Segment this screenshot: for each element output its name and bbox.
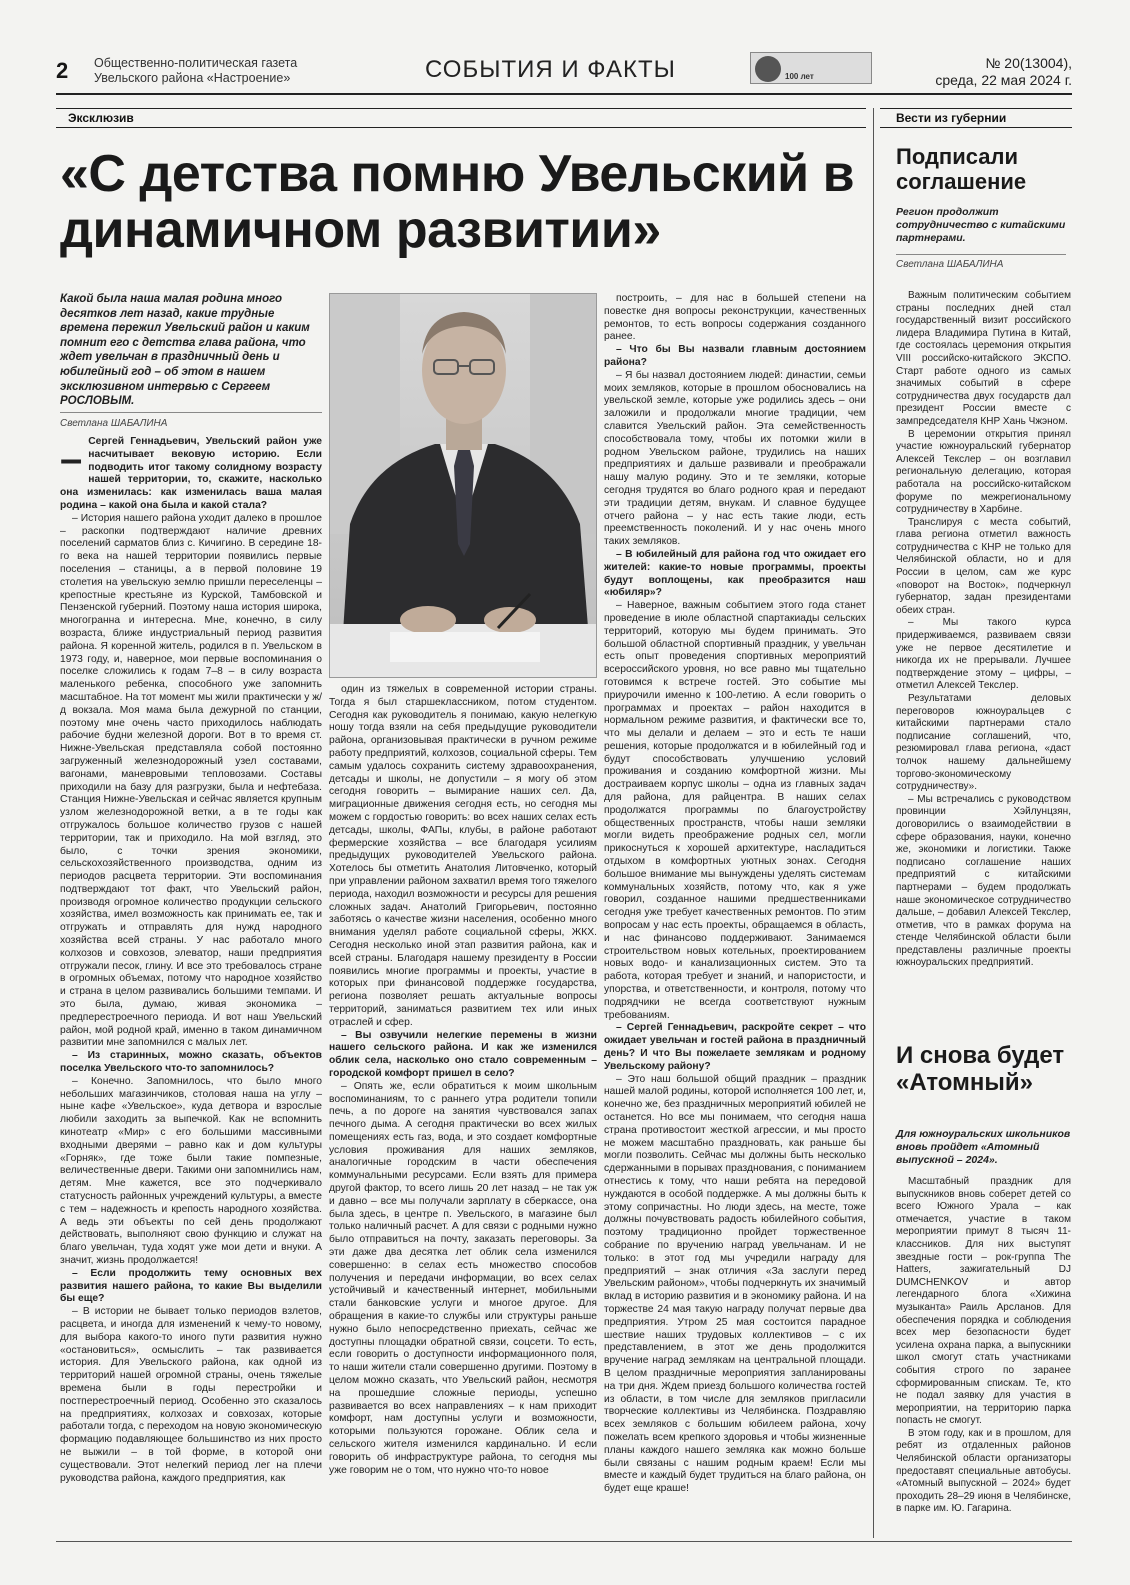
interview-question: – В юбилейный для района год что ожидает его жителей: какие-то новые программы, проекты будут воплощены, как преобразится наш «юбиляр»? <box>604 548 866 599</box>
interview-answer: – Конечно. Запомнилось, что было много небольших магазинчиков, столовая наша на углу – ныне кафе «Увельское», куда детвора и взрослые любили заходить за выпечкой. Как не вспомнить кинотеатр «Мир» с его большими массивными входными дверями – равно как и дом культуры «Горняк», где тоже были такие помпезные, величественные двери. Такими они запомнились нам, детям. Мне кажется, все это подчеркивало статусность районных учреждений культуры, а вместе с тем – надежность и крепость народного хозяйства. А ведь эти объекты по сей день продолжают действовать, выполняют свою функцию и служат на благо увельчан, туда ходят уже мои дети и внуки. А значит, жизнь продолжается! <box>60 1075 322 1266</box>
interview-answer: один из тяжелых в современной истории страны. Тогда я был старшеклассником, потом студентом. Сегодня как руководитель я понимаю, какую нелегкую ношу тогда взяли на себя предыдущие руководители района, организовывая практически в ручном режиме работу предприятий, колхозов, социальной сферы. Тем самым удалось сохранить систему здравоохранения, детсады и школы, не допустили – я могу об этом сегодня говорить – вымирание наших сел. Да, миграционные движения сегодня есть, но сегодня мы можем с гордостью говорить: во всех наших селах есть детсады, школы, ФАПы, клубы, в районе работают фермерские хозяйства – все благодаря усилиям предыдущих руководителей Увельского района. Хотелось бы отметить Анатолия Литовченко, который при управлении районом захватил время того тяжелого периода, находил возможности и ресурсы для решения сложных задач. Анатолий Григорьевич, постоянно заботясь о качестве жизни населения, особенно много внимания уделял работе социальной сферы, ЖКХ. Сегодня несколько иной этап развития района, как и всей страны. Благодаря нашему президенту в России появились многие программы и проекты, участие в которых при финансовой поддержке государства, региона позволяет решать актуальные вопросы территорий, заниматься развитием тех или иных отраслей и сфер. <box>329 684 597 1028</box>
sidebar-paragraph: Масштабный праздник для выпускников вновь соберет детей со всего Южного Урала – как отмечается, участие в таком мероприятии примут 8 тысяч 11-классников. Для них выступят звездные гости – рок-группа The Hatters, зажигательный DJ DUMCHENKOV и автор легендарного блога «Хижина музыканта» Раиль Арсланов. Для обеспечения порядка и соблюдения всех мер безопасности будет усилена охрана парка, а выпускники школ смогут стать участниками события строго по заранее сформированным спискам. Те, кто не подал заявку для участия в мероприятии, на территорию парка попасть не смогут. <box>896 1176 1071 1427</box>
footer-rule <box>56 1541 1072 1542</box>
interview-answer: – Это наш большой общий праздник – праздник нашей малой родины, которой исполняется 100 лет, и, конечно же, без праздничных мероприятий юбилей не останется. Но все мы понимаем, что сегодня наша страна противостоит жесткой агрессии, и мы просто не можем масштабно праздновать, как раньше бы могли позволить. Сейчас мы должны быть несколько сдержанными в порывах празднования, с пониманием отнестись к тому, что наши ребята на передовой нуждаются в особой поддержке. А мы должны быть к этому сопричастны. Но люди здесь, на месте, тоже должны почувствовать радость юбилейного события, поэтому традиционно пройдет торжественное собрание по вручению наград увельчанам. И не только: в этот год мы учредили награду для предприятий – знак отличия «За заслуги перед Увельским районом», чтобы подчеркнуть их значимый вклад в историю развития и в экономику района. И на торжестве 24 мая такую награду получат первые два предприятия. Утром 25 мая состоится парадное шествие наших трудовых коллективов – с их представлением, в этот же день продолжится вручение наград землякам на центральной площади. В целом праздничные мероприятия запланированы на три дня. Ждем приезд большого количества гостей из области, в том числе для земляков пригласили творческие коллективы из Челябинска. Поздравляю всех земляков с большим юбилеем района, хочу пожелать всем крепкого здоровья и чтобы жизненные планы каждого нашего земляка как можно больше были связаны с нашим родным краем! Если мы вместе и каждый будет трудиться на благо района, он будет еще краше! <box>604 1073 866 1495</box>
rubric-exclusive: Эксклюзив <box>68 111 134 125</box>
rubric-rule-left <box>56 108 866 109</box>
article-column-3 <box>604 293 866 1534</box>
interview-answer: – Опять же, если обратиться к моим школьным воспоминаниям, то с раннего утра родители топили печь, а по дороге на занятия чувствовался запах печного дыма. А сегодня практически во всех жилых помещениях есть газ, вода, и это создает комфортные условия проживания для наших земляков, аналогичные городским в части обеспечения коммунальными ресурсами. Если взять для примера другой фактор, то всего лишь 20 лет назад – не так уж и давно – все мы получали зарплату в сберкассе, она была здесь, в центре п. Увельского, в магазине был только наличный расчет. А для связи с родными нужно было отправиться на почту, заказать переговоры. За эти даже два десятка лет облик села изменился совершенно: в селах есть множество способов получения и передачи информации, во всех селах устойчивый и качественный интернет, мобильными стали банковские услуги и многое другое. Для обращения в какие-то службы или структуры раньше нужно было непосредственно приехать, сейчас же доступны площадки обратной связи, соцсети. То есть, если говорить о доступности информационного поля, то наши жители стали совершенно другими. Поэтому в целом можно сказать, что Увельский район, несмотря на прошедшие сложные периоды, успешно развивается во всех направлениях – к нам приходит комфорт, нам доступны услуги и возможности, которыми пользуются горожане. Облик села и сельского жителя изменился кардинально. И если говорить об инфраструктуре района, то сегодня мы уже говорим не о том, что нужно что-то новое <box>329 1080 597 1476</box>
interview-question <box>60 436 322 513</box>
interview-question: – Если продолжить тему основных вех развития нашего района, то какие Вы выделили бы еще? <box>60 1267 322 1305</box>
publication-line-1: Общественно-политическая газета <box>94 56 298 70</box>
interview-answer: – Я бы назвал достоянием людей: династии, семьи моих земляков, которые в прошлом обосновались на увельской земле, которые уже родились здесь – они заложили и продолжали многие традиции, чем славится Увельский район. Эта семейственность способствовала тому, чтобы их потомки жили в родном Увельском районе, трудились на наших предприятиях и дальше развивали и преображали нашу малую родину. Это и те земляки, которые сегодня трудятся во благо родного края и передают эти традиции детям, внукам. И славное будущее отчего района – у нас есть такие люди, есть преемственность поколений. И у нас очень много таких земляков. <box>604 369 866 548</box>
main-headline: «С детства помню Увельский в динамичном развитии» <box>60 145 855 259</box>
interview-answer: построить, – для нас в большей степени на повестке дня вопросы реконструкции, качественных ремонтов, то есть вопросы содержания созданного ранее. <box>604 293 866 343</box>
sidebar-story1-body <box>896 290 1071 1030</box>
sidebar-story2-body <box>896 1176 1071 1534</box>
issue-number: № 20(13004), <box>985 55 1072 71</box>
rubric-rule-right-bottom <box>880 127 1072 128</box>
sidebar-paragraph: – Мы встречались с руководством провинции Хэйлунцзян, договорились о взаимодействии в сфере образования, науки, конечно же, экономики и логистики. Также подписано соглашение наших предприятий с китайскими партнерами – будем продолжать наше экономическое сотрудничество дальше, – добавил Алексей Текслер, отметив, что в рамках форума на стенде Челябинской области были представлены различные проекты южноуральских предприятий. <box>896 793 1071 969</box>
publication-name <box>94 56 297 86</box>
main-byline: Светлана ШАБАЛИНА <box>60 418 168 429</box>
sidebar-story1-subhead: Регион продолжит сотрудничество с китайскими партнерами. <box>896 206 1066 244</box>
sidebar-paragraph: Транслируя с места событий, глава региона отметил важность сотрудничества с КНР не только для Челябинской области, но и для России в целом, сам же курс «поворот на Восток», подчеркнул губернатор, задан президентами обеих стран. <box>896 516 1071 616</box>
portrait-photo <box>329 293 597 678</box>
emblem-icon <box>755 56 781 82</box>
centenary-logo <box>750 52 872 84</box>
article-column-1 <box>60 436 322 1534</box>
page-number: 2 <box>56 58 69 83</box>
interview-answer: – В истории не бывает только периодов взлетов, расцвета, и иногда для изменений к чему-то новому, для выбора какого-то иного пути развития нужно «остановиться», осмыслить – так развивается история. Для Увельского района, как одной из территорий нашей огромной страны, очень тяжелые времена были в годы перестройки и постперестроечный период. Особенно это сказалось на предприятиях, колхозах и совхозах, которые работали тогда, с переходом на новую экономическую формацию подавляющее большинство из них просто не выжили – в той форме, в которой они существовали. Этот нелегкий период лег на плечи руководства района, каждого предприятия, как <box>60 1306 322 1484</box>
rubric-rule-left-bottom <box>56 127 866 128</box>
masthead-rule <box>56 93 1072 95</box>
sidebar-story2-headline: И снова будет «Атомный» <box>896 1042 1065 1096</box>
sidebar-paragraph: В церемонии открытия принял участие южноуральский губернатор Алексей Текслер – он возглавил региональную делегацию, которая работала на российско-китайском форуме по межрегиональному сотрудничеству в Харбине. <box>896 428 1071 516</box>
interview-question: – Из старинных, можно сказать, объектов поселка Увельского что-то запомнилось? <box>60 1050 322 1075</box>
lead-paragraph: Какой была наша малая родина много десятков лет назад, какие трудные времена пережил Увельский район и каким помнит его с детства глава района, что ждет увельчан в праздничный день и юбилейный год – об этом в нашем эксклюзивном интервью с Сергеем РОСЛОВЫМ. <box>60 293 310 408</box>
sidebar-paragraph: Важным политическим событием страны последних дней стал государственный визит российского лидера Владимира Путина в Китай, где состоялась церемония открытия VIII российско-китайского ЭКСПО. Старт работе одного из самых значимых событий в сфере сотрудничества двух государств дал президент России вместе с зампредседателя КНР Хань Чжэном. <box>896 290 1071 427</box>
rubric-region-news: Вести из губернии <box>896 111 1007 125</box>
interview-question: – Что бы Вы назвали главным достоянием района? <box>604 344 866 368</box>
publication-line-2: Увельского района «Настроение» <box>94 71 291 85</box>
issue-info <box>935 55 1072 89</box>
logo-caption: 100 лет <box>785 72 814 81</box>
section-title: СОБЫТИЯ И ФАКТЫ <box>425 56 676 83</box>
byline-rule <box>60 412 322 413</box>
interview-answer: – Наверное, важным событием этого года станет проведение в июле областной спартакиады сельских территорий, которую мы будем принимать. Это большой областной спортивный праздник, у увельчан есть опыт проведения спортивных мероприятий всероссийского уровня, но все равно мы тщательно готовимся к встрече гостей. Это событие мы приурочили именно к 100-летию. А если говорить о программах и проектах – район находится в нормальном режиме развития, и фактически все то, что мы делали и делаем – это и есть те наши решения, которые продолжатся и в юбилейный год и будут способствовать улучшению условий проживания и созданию комфортной жизни. Мы достраиваем корпус школы – одна из главных задач для района, для райцентра. В наших селах продолжатся программы по благоустройству общественных пространств, чтобы наши земляки могли видеть преображение родных сел, могли прикоснуться к хорошей архитектуре, насладиться отдыхом в комфортных уютных зонах. Сегодня большое внимание мы вынуждены уделять системам коммунальных хозяйств, потому что, как я уже говорил, созданное нашими предшественниками сегодня уже требует качественных ремонтов. По этим вопросам у нас есть проекты, обращаемся в область, и нас финансово поддерживают. Занимаемся строительством новых котельных, проектированием новых водо- и канализационных систем. Это та работа, которая требует и знаний, и напористости, и упорства, и ответственности, и контроля, потому что подрядчики не всегда соответствуют нужным требованиям. <box>604 600 866 1021</box>
sidebar-story1-byline-rule <box>896 254 1066 255</box>
sidebar-story2-subhead: Для южноуральских школьников вновь пройдет «Атомный выпускной – 2024». <box>896 1128 1071 1166</box>
interview-question: – Вы озвучили нелегкие перемены в жизни нашего сельского района. И как же изменился облик села, насколько оно стало современным – городской комфорт пришел в село? <box>329 1029 597 1079</box>
interview-answer: – История нашего района уходит далеко в прошлое – раскопки подтверждают наличие древних поселений сарматов близ с. Кичигино. В середине 18-го века на нашей территории появились первые поселения – станицы, а в первой половине 19 столетия на увельскую землю пришли переселенцы – крепостные крестьяне из Курской, Тамбовской и Пензенской губерний. Поэтому наша история широка, многогранна и интересна. Мне, конечно, в силу возраста, ближе индустриальный период развития района. Я коренной житель, родился в п. Увельском в 1973 году, и, наверное, мои первые воспоминания о поселке сложились к годам 7–8 – в силу возраста маленького ребенка, способного уже запомнить масштабное. На тот момент мы жили практически у ж/д вокзала. Моя мама была дежурной по станции, поэтому мне очень часто приходилось наблюдать рабочие будни железной дороги. Вот в то время ст. Нижне-Увельская представляла собой постоянно загруженный железнодорожный узел составами, вагонами, маневровыми тепловозами. Составы приходили на базу для разгрузки, была и нефтебаза. Станция Нижне-Увельская и сейчас является крупным узлом железнодорожной ветки, а в те годы как отгружалось большое количество грузов с нашей территории, так и приходило. На мой взгляд, это было, с точки зрения экономики, сельскохозяйственного производства, одним из периодов расцвета территории. Эти воспоминания подтверждают тот факт, что Увельский район, производя огромное количество продукции сельского хозяйства, имел возможность как принимать ее, так и отгружать и отправлять для нужд народного хозяйства всей страны. У нас работало много колхозов и совхозов, элеватор, наши предприятия отгружали песок, глину. И все это требовалось стране в огромных объемах, потому что народное хозяйство и страна в целом развивались большими темпами. И это была, думаю, живая экономика – предперестроечного периода. И вот наш Увельский район, мой родной край, именно в таком динамичном развитии мне запомнился с малых лет. <box>60 512 322 1049</box>
article-column-2 <box>329 684 597 1534</box>
rubric-rule-right <box>880 108 1072 109</box>
column-separator <box>873 108 874 1538</box>
question-text: Сергей Геннадьевич, Увельский район уже насчитывает вековую историю. Если подводить итог такому солидному возрасту нашей территории, то, скажите, насколько она изменилась: как изменилась ваша малая родина – какой она была и какой стала? <box>60 436 322 511</box>
portrait-illustration <box>330 294 597 678</box>
drop-cap: – <box>60 437 83 481</box>
sidebar-paragraph: В этом году, как и в прошлом, для ребят из отдаленных районов Челябинской области организаторы предоставят специальные автобусы. «Атомный выпускной – 2024» будет проходить 28–29 июня в Челябинске, в парке им. Ю. Гагарина. <box>896 1427 1071 1515</box>
sidebar-paragraph: – Мы такого курса придерживаемся, развиваем связи уже не первое десятилетие и никогда их не прерывали. Лучшее подтверждение этому – цифры, – отметил Алексей Текслер. <box>896 617 1071 692</box>
sidebar-story1-byline: Светлана ШАБАЛИНА <box>896 259 1004 270</box>
sidebar-paragraph: Результатами деловых переговоров южноуральцев с китайскими партнерами стало подписание соглашений, что, резюмировал глава региона, «даст толчок нашему дальнейшему торгово-экономическому сотрудничеству». <box>896 693 1071 793</box>
issue-date: среда, 22 мая 2024 г. <box>935 72 1072 88</box>
interview-question: – Сергей Геннадьевич, раскройте секрет – что ожидает увельчан и гостей района в праздничный день? И что Вы пожелаете землякам и родному Увельскому району? <box>604 1022 866 1072</box>
sidebar-story1-headline: Подписали соглашение <box>896 144 1027 194</box>
